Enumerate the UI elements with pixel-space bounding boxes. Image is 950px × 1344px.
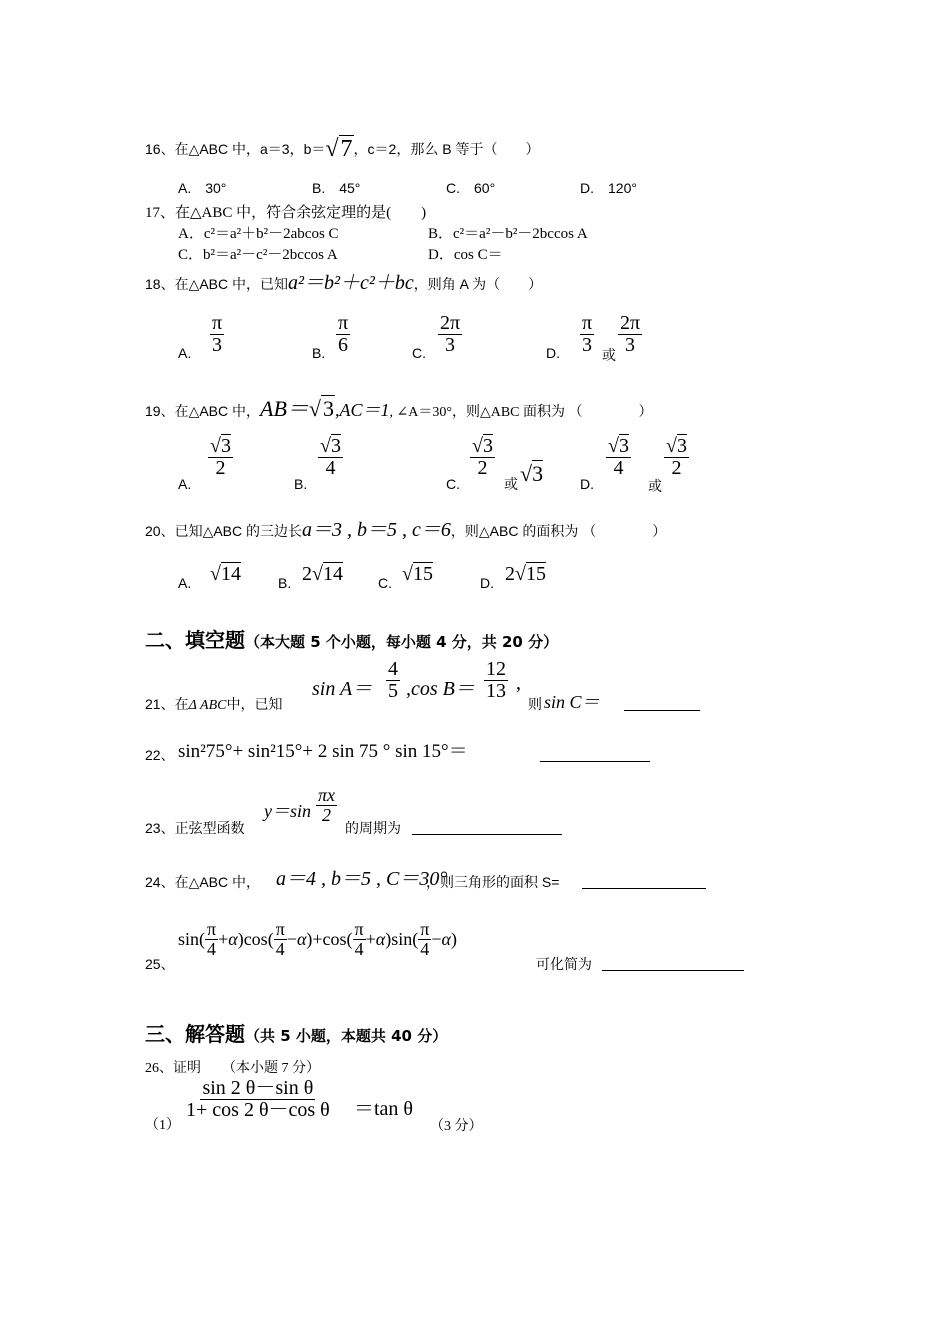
q18-fraction-a: $\frac{\pi}{3}$: [212, 312, 223, 356]
q18-formula: a²＝b²＋c²＋bc: [288, 272, 414, 294]
section-3-note: （共 5 小题，本题共 40 分）: [245, 1027, 448, 1045]
q19-fraction-d2: $\frac{√3}{2}$: [666, 435, 687, 479]
section-3-heading: [145, 1018, 447, 1047]
q19-ac: ,AC＝1: [334, 400, 390, 420]
q17-option-d: D．cos C＝: [428, 247, 503, 263]
q23-answer-blank[interactable]: [412, 816, 562, 835]
q23-frac-pix-2: $\frac{\pi x}{2}$: [318, 785, 336, 825]
q26-denominator: 1+ cos 2 θ－cos θ: [186, 1099, 330, 1121]
question-26: 26、证明 （本小题 7 分）: [145, 1061, 320, 1076]
q20-stem-part1: 20、已知△ABC 的三边长: [145, 523, 303, 539]
q18-fraction-b: $\frac{\pi}{6}$: [338, 312, 349, 356]
q16-option-d: D. 120°: [580, 180, 637, 196]
q21-triangle: Δ ABC: [188, 698, 227, 713]
sqrt-7: √7: [325, 136, 353, 162]
q20-stem-part2: ，则△ABC 的面积为 （ ）: [450, 523, 667, 539]
q21-sinA: sin A＝: [312, 678, 373, 700]
q16-option-c: C. 60°: [446, 180, 496, 196]
q26-fraction: [184, 1078, 332, 1121]
q21-sinC: sin C＝: [544, 692, 600, 712]
q21-comma: ,: [516, 672, 521, 694]
q20-answer-c: √15: [402, 563, 433, 585]
section-2-note: （本大题 5 个小题，每小题 4 分，共 20 分）: [245, 633, 559, 651]
q20-label-d: D.: [480, 575, 494, 591]
question-21: [145, 694, 282, 714]
q19-fraction-d1: $\frac{√3}{4}$: [608, 435, 629, 479]
q20-label-c: C.: [378, 575, 392, 591]
q18-label-b: B.: [312, 345, 326, 361]
question-17: 17、在△ABC 中，符合余弦定理的是( ): [145, 205, 427, 221]
q18-fraction-c: $\frac{2\pi}{3}$: [440, 312, 461, 356]
q21-known: 中，已知: [226, 696, 283, 712]
q19-label-a: A.: [178, 476, 192, 492]
q26-numerator: sin 2 θ－sin θ: [202, 1077, 314, 1099]
q17-option-c: C．b²＝a²－c²－2bccos A: [178, 247, 338, 263]
q18-fraction-d1: $\frac{\pi}{3}$: [582, 312, 593, 356]
q16-stem-part2: ，c＝2，那么 B 等于（ ）: [353, 141, 540, 157]
q22-answer-blank[interactable]: [540, 741, 650, 762]
q19-label-b: B.: [294, 476, 308, 492]
question-19: [145, 392, 653, 423]
q21-answer-blank[interactable]: [624, 690, 700, 711]
q17-option-b: B．c²＝a²－b²－2bccos A: [428, 226, 588, 242]
q20-label-a: A.: [178, 575, 192, 591]
question-16: [145, 136, 539, 163]
section-2-heading: [145, 624, 558, 653]
q19-fraction-a: $\frac{√3}{2}$: [210, 435, 231, 479]
q18-or: 或: [602, 347, 616, 363]
q18-fraction-d2: $\frac{2\pi}{3}$: [620, 312, 641, 356]
q25-answer-blank[interactable]: [602, 952, 744, 971]
section-2-title: 二、填空题: [145, 628, 245, 652]
q19-or-c: 或: [504, 476, 518, 492]
q21-num: 21、在: [145, 696, 189, 712]
q26-part-1: （1）: [145, 1118, 180, 1133]
q25-stem-part2: 可化简为: [536, 956, 592, 972]
question-18: [145, 266, 542, 295]
q24-answer-blank[interactable]: [582, 870, 706, 889]
q19-sqrt3: √3: [308, 396, 334, 421]
q20-label-b: B.: [278, 575, 292, 591]
q24-stem-part2: ，则三角形的面积 S=: [426, 874, 560, 890]
q23-y: y＝sin: [264, 801, 311, 821]
q18-stem-part1: 18、在△ABC 中，已知: [145, 276, 289, 292]
q17-option-a: A．c²＝a²＋b²－2abcos C: [178, 226, 339, 242]
q19-or-d: 或: [648, 478, 662, 494]
q18-label-c: C.: [412, 345, 426, 361]
q26-score: （3 分）: [430, 1119, 483, 1134]
q21-frac-12-13: $\frac{12}{13}$: [486, 658, 506, 702]
q19-ab: AB＝: [260, 396, 309, 421]
q19-sqrt3-c: √3: [520, 461, 544, 486]
q20-answer-d: 2√15: [505, 563, 546, 585]
q24-stem-part1: 24、在△ABC 中，: [145, 874, 261, 890]
q21-frac-4-5: $\frac{4}{5}$: [388, 658, 398, 702]
q19-label-c: C.: [446, 476, 460, 492]
q16-stem-part1: 16、在△ABC 中，a＝3，b＝: [145, 141, 326, 157]
question-20: [145, 513, 666, 542]
q19-fraction-b: $\frac{√3}{4}$: [320, 435, 341, 479]
q23-stem-part1: 23、正弦型函数: [145, 820, 245, 836]
q25-num: 25、: [145, 956, 175, 972]
q18-label-a: A.: [178, 345, 192, 361]
q21-cosB: ,cos B＝: [406, 678, 475, 700]
q19-stem-part1: 19、在△ABC 中，: [145, 403, 261, 419]
q20-answer-a: √14: [210, 563, 241, 585]
q19-fraction-c: $\frac{√3}{2}$: [472, 435, 493, 479]
section-3-title: 三、解答题: [145, 1022, 245, 1046]
q24-formula: a＝4 , b＝5 , C＝30°: [276, 868, 448, 890]
q16-option-a: A. 30°: [178, 180, 227, 196]
q20-answer-b: 2√14: [302, 563, 343, 585]
q18-stem-part2: ，则角 A 为（ ）: [413, 276, 543, 292]
q19-stem-part2: , ∠A＝30°，则△ABC 面积为 （ ）: [389, 405, 653, 420]
q26-rhs: ＝tan θ: [354, 1098, 414, 1120]
q20-formula: a＝3 , b＝5 , c＝6: [302, 519, 451, 541]
q25-expression: sin( $\frac{\pi}{4}$ +α)cos( $\frac{\pi}{4}$ −α)+cos( $\frac{\pi}{4}$ +α)sin( $\frac{\pi}{4}$ −α): [178, 919, 457, 959]
q18-label-d: D.: [546, 345, 560, 361]
q22-num: 22、: [145, 747, 175, 763]
q22-formula: sin²75°+ sin²15°+ 2 sin 75 ° sin 15°＝: [178, 741, 468, 762]
q21-then: 则: [528, 696, 542, 712]
q23-stem-part2: 的周期为: [345, 820, 401, 836]
q16-option-b: B. 45°: [312, 180, 361, 196]
q19-label-d: D.: [580, 476, 594, 492]
